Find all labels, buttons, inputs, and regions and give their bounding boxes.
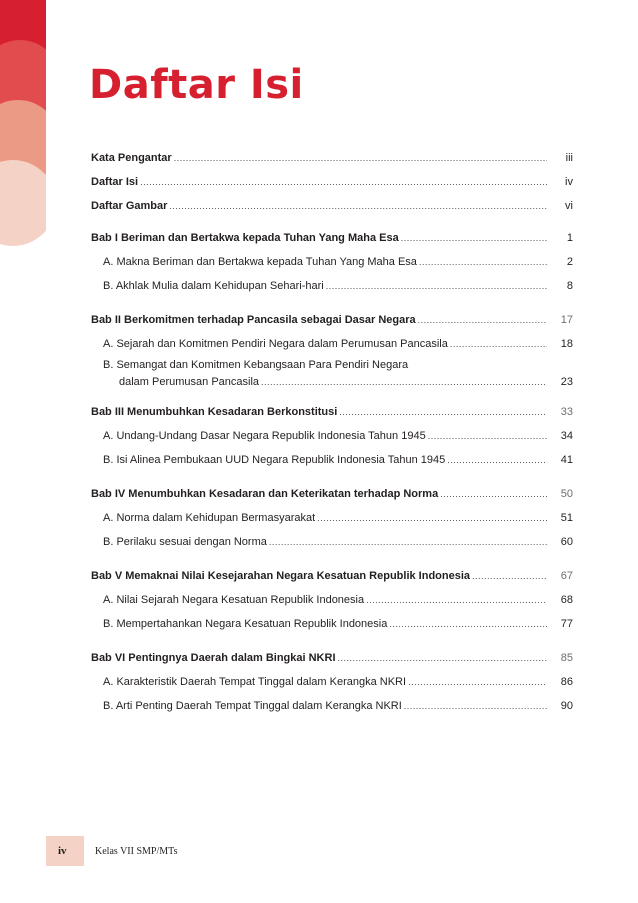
section-page: 8	[566, 280, 573, 292]
section-page: 18	[560, 338, 573, 350]
dot-leader	[174, 146, 547, 170]
toc-section-2a[interactable]	[91, 332, 573, 356]
footer-page-number: iv	[58, 845, 67, 857]
toc-section-6a[interactable]	[91, 670, 573, 694]
dot-leader	[450, 332, 547, 356]
section-label: B. Akhlak Mulia dalam Kehidupan Sehari-hari	[103, 280, 324, 292]
toc-entry-page: vi	[565, 200, 573, 212]
toc-chapter-3[interactable]	[91, 400, 573, 424]
section-label: A. Karakteristik Daerah Tempat Tinggal dalam Kerangka NKRI	[103, 676, 407, 688]
toc-chapter-5[interactable]	[91, 564, 573, 588]
page-title: Daftar Isi	[89, 62, 304, 108]
section-page: 90	[560, 700, 573, 712]
chapter-label: Bab V Memaknai Nilai Kesejarahan Negara Kesatuan Republik Indonesia	[91, 570, 471, 582]
toc-entry-kata-pengantar[interactable]	[91, 146, 573, 170]
section-page: 23	[560, 376, 573, 388]
section-page: 60	[560, 536, 573, 548]
section-label: B. Arti Penting Daerah Tempat Tinggal dalam Kerangka NKRI	[103, 700, 402, 712]
dot-leader	[366, 588, 547, 612]
toc-section-1b[interactable]	[91, 274, 573, 298]
section-page: 77	[560, 618, 573, 630]
chapter-label: Bab VI Pentingnya Daerah dalam Bingkai NKRI	[91, 652, 336, 664]
section-page: 34	[560, 430, 573, 442]
section-label: A. Sejarah dan Komitmen Pendiri Negara dalam Perumusan Pancasila	[103, 338, 448, 350]
section-label: dalam Perumusan Pancasila	[119, 376, 260, 388]
chapter-page: 1	[566, 232, 573, 244]
dot-leader	[418, 308, 547, 332]
section-page: 86	[560, 676, 573, 688]
dot-leader	[261, 374, 547, 390]
chapter-page: 67	[560, 570, 573, 582]
section-label: A. Undang-Undang Dasar Negara Republik Indonesia Tahun 1945	[103, 430, 426, 442]
chapter-page: 50	[560, 488, 573, 500]
toc-entry-page: iii	[565, 152, 573, 164]
toc-section-5a[interactable]	[91, 588, 573, 612]
dot-leader	[440, 482, 547, 506]
toc-entry-label: Daftar Isi	[91, 176, 139, 188]
toc-chapter-1[interactable]	[91, 226, 573, 250]
dot-leader	[419, 250, 547, 274]
chapter-label: Bab II Berkomitmen terhadap Pancasila sebagai Dasar Negara	[91, 314, 416, 326]
toc-section-4b[interactable]	[91, 530, 573, 554]
toc-section-1a[interactable]	[91, 250, 573, 274]
chapter-label: Bab I Beriman dan Bertakwa kepada Tuhan Yang Maha Esa	[91, 232, 399, 244]
chapter-label: Bab IV Menumbuhkan Kesadaran dan Keterikatan terhadap Norma	[91, 488, 439, 500]
dot-leader	[472, 564, 547, 588]
section-label: B. Mempertahankan Negara Kesatuan Republik Indonesia	[103, 618, 388, 630]
dot-leader	[269, 530, 547, 554]
dot-leader	[140, 170, 547, 194]
section-label: A. Makna Beriman dan Bertakwa kepada Tuhan Yang Maha Esa	[103, 256, 417, 268]
toc-section-2b-line2[interactable]	[91, 374, 573, 390]
section-page: 2	[566, 256, 573, 268]
toc-section-3b[interactable]	[91, 448, 573, 472]
toc-section-4a[interactable]	[91, 506, 573, 530]
section-label: B. Semangat dan Komitmen Kebangsaan Para Pendiri Negara	[103, 359, 409, 371]
dot-leader	[326, 274, 547, 298]
dot-leader	[428, 424, 547, 448]
decorative-side-band	[0, 0, 46, 903]
dot-leader	[401, 226, 547, 250]
toc-chapter-6[interactable]	[91, 646, 573, 670]
section-label: B. Perilaku sesuai dengan Norma	[103, 536, 267, 548]
toc-section-5b[interactable]	[91, 612, 573, 636]
dot-leader	[389, 612, 547, 636]
table-of-contents	[91, 146, 573, 718]
chapter-page: 33	[560, 406, 573, 418]
section-label: B. Isi Alinea Pembukaan UUD Negara Republik Indonesia Tahun 1945	[103, 454, 446, 466]
dot-leader	[447, 448, 547, 472]
dot-leader	[338, 646, 547, 670]
dot-leader	[317, 506, 547, 530]
section-label: A. Nilai Sejarah Negara Kesatuan Republik Indonesia	[103, 594, 365, 606]
section-page: 68	[560, 594, 573, 606]
section-page: 41	[560, 454, 573, 466]
toc-chapter-4[interactable]	[91, 482, 573, 506]
toc-chapter-2[interactable]	[91, 308, 573, 332]
chapter-label: Bab III Menumbuhkan Kesadaran Berkonstitusi	[91, 406, 338, 418]
toc-entry-label: Kata Pengantar	[91, 152, 172, 164]
dot-leader	[169, 194, 547, 218]
toc-entry-daftar-isi[interactable]	[91, 170, 573, 194]
toc-section-3a[interactable]	[91, 424, 573, 448]
chapter-page: 17	[560, 314, 573, 326]
dot-leader	[339, 400, 547, 424]
toc-entry-daftar-gambar[interactable]	[91, 194, 573, 218]
toc-entry-page: iv	[565, 176, 573, 188]
section-page: 51	[560, 512, 573, 524]
toc-section-6b[interactable]	[91, 694, 573, 718]
toc-section-2b-line1[interactable]	[91, 356, 573, 374]
footer-book-title: Kelas VII SMP/MTs	[95, 846, 178, 857]
dot-leader	[404, 694, 547, 718]
section-label: A. Norma dalam Kehidupan Bermasyarakat	[103, 512, 316, 524]
toc-entry-label: Daftar Gambar	[91, 200, 168, 212]
dot-leader	[408, 670, 547, 694]
chapter-page: 85	[560, 652, 573, 664]
